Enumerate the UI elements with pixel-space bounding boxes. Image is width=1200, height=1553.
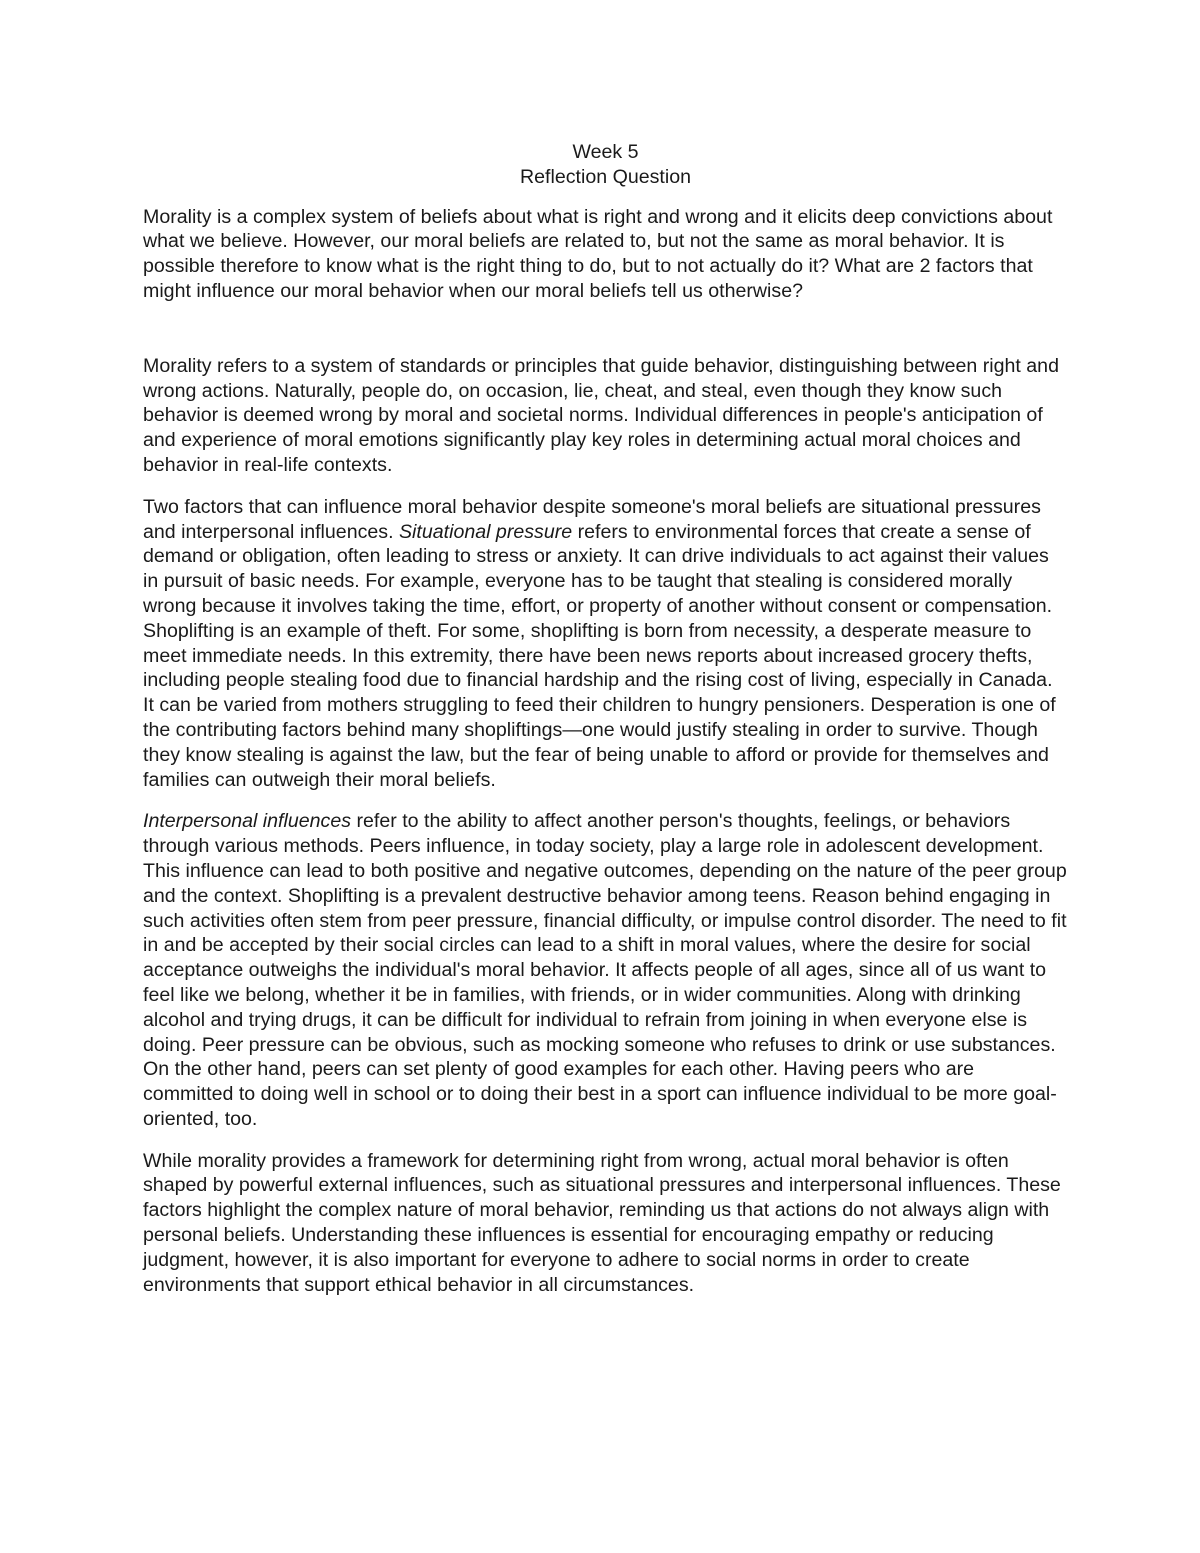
paragraph-conclusion: While morality provides a framework for determining right from wrong, actual moral behavior is often shaped by powerful external influences, such as situational pressures and interpersonal influences. These factors highlight the complex nature of moral behavior, reminding us that actions do not always align with personal beliefs. Understanding these influences is essential for encouraging empathy or reducing judgment, however, it is also important for everyone to adhere to social norms in order to create environments that support ethical behavior in all circumstances. [143, 1149, 1061, 1296]
paragraph-lead: Two factors that can influence moral behavior despite someone's moral beliefs are situational pressures and interpersonal influences. [143, 495, 1041, 543]
section-spacer [143, 304, 1068, 354]
paragraph-body: refers to environmental forces that create a sense of demand or obligation, often leading to stress or anxiety. It can drive individuals to act against their values in pursuit of basic needs. For example, everyone has to be taught that stealing is considered morally wrong because it involves taking the time, effort, or property of another without consent or compensation. Shoplifting is an example of theft. For some, shoplifting is born from necessity, a desperate measure to meet immediate needs. In this extremity, there have been news reports about increased grocery thefts, including people stealing food due to financial hardship and the rising cost of living, especially in Canada. It can be varied from mothers struggling to feed their children to hungry pensioners. Desperation is one of the contributing factors behind many shopliftings—one would justify stealing in order to survive. Though they know stealing is against the law, but the fear of being unable to afford or provide for themselves and families can outweigh their moral beliefs. [143, 520, 1056, 791]
document-page [143, 140, 1068, 1314]
interpersonal-influences-term: Interpersonal influences [143, 810, 352, 833]
title-block [143, 140, 1068, 190]
paragraph-body: refer to the ability to affect another person's thoughts, feelings, or behaviors through various methods. Peers influence, in today society, play a large role in adolescent development. This influence can lead to both positive and negative outcomes, depending on the nature of the peer group and the context. Shoplifting is a prevalent destructive behavior among teens. Reason behind engaging in such activities often stem from peer pressure, financial difficulty, or impulse control disorder. The need to fit in and be accepted by their social circles can lead to a shift in moral values, where the desire for social acceptance outweighs the individual's moral behavior. It affects people of all ages, since all of us want to feel like we belong, whether it be in families, with friends, or in wider communities. Along with drinking alcohol and trying drugs, it can be difficult for individual to refrain from joining in when everyone else is doing. Peer pressure can be obvious, such as mocking someone who refuses to drink or use substances. On the other hand, peers can set plenty of good examples for each other. Having peers who are committed to doing well in school or to doing their best in a sport can influence individual to be more goal-oriented, too. [143, 810, 1067, 1130]
reflection-question: Morality is a complex system of beliefs about what is right and wrong and it elicits deep convictions about what we believe. However, our moral beliefs are related to, but not the same as moral behavior. It is possible therefore to know what is the right thing to do, but to not actually do it? What are 2 factors that might influence our moral behavior when our moral beliefs tell us otherwise? [143, 205, 1053, 302]
situational-pressure-term: Situational pressure [398, 520, 573, 543]
document-subtitle: Reflection Question [520, 165, 691, 188]
paragraph-situational-pressure [143, 495, 1068, 793]
paragraph-definition: Morality refers to a system of standards or principles that guide behavior, distinguishing between right and wrong actions. Naturally, people do, on occasion, lie, cheat, and steal, even though they know such behavior is deemed wrong by moral and societal norms. Individual differences in people's anticipation of and experience of moral emotions significantly play key roles in determining actual moral choices and behavior in real-life contexts. [143, 354, 1059, 476]
paragraph-interpersonal-influences [143, 809, 1068, 1131]
document-title: Week 5 [572, 141, 639, 163]
